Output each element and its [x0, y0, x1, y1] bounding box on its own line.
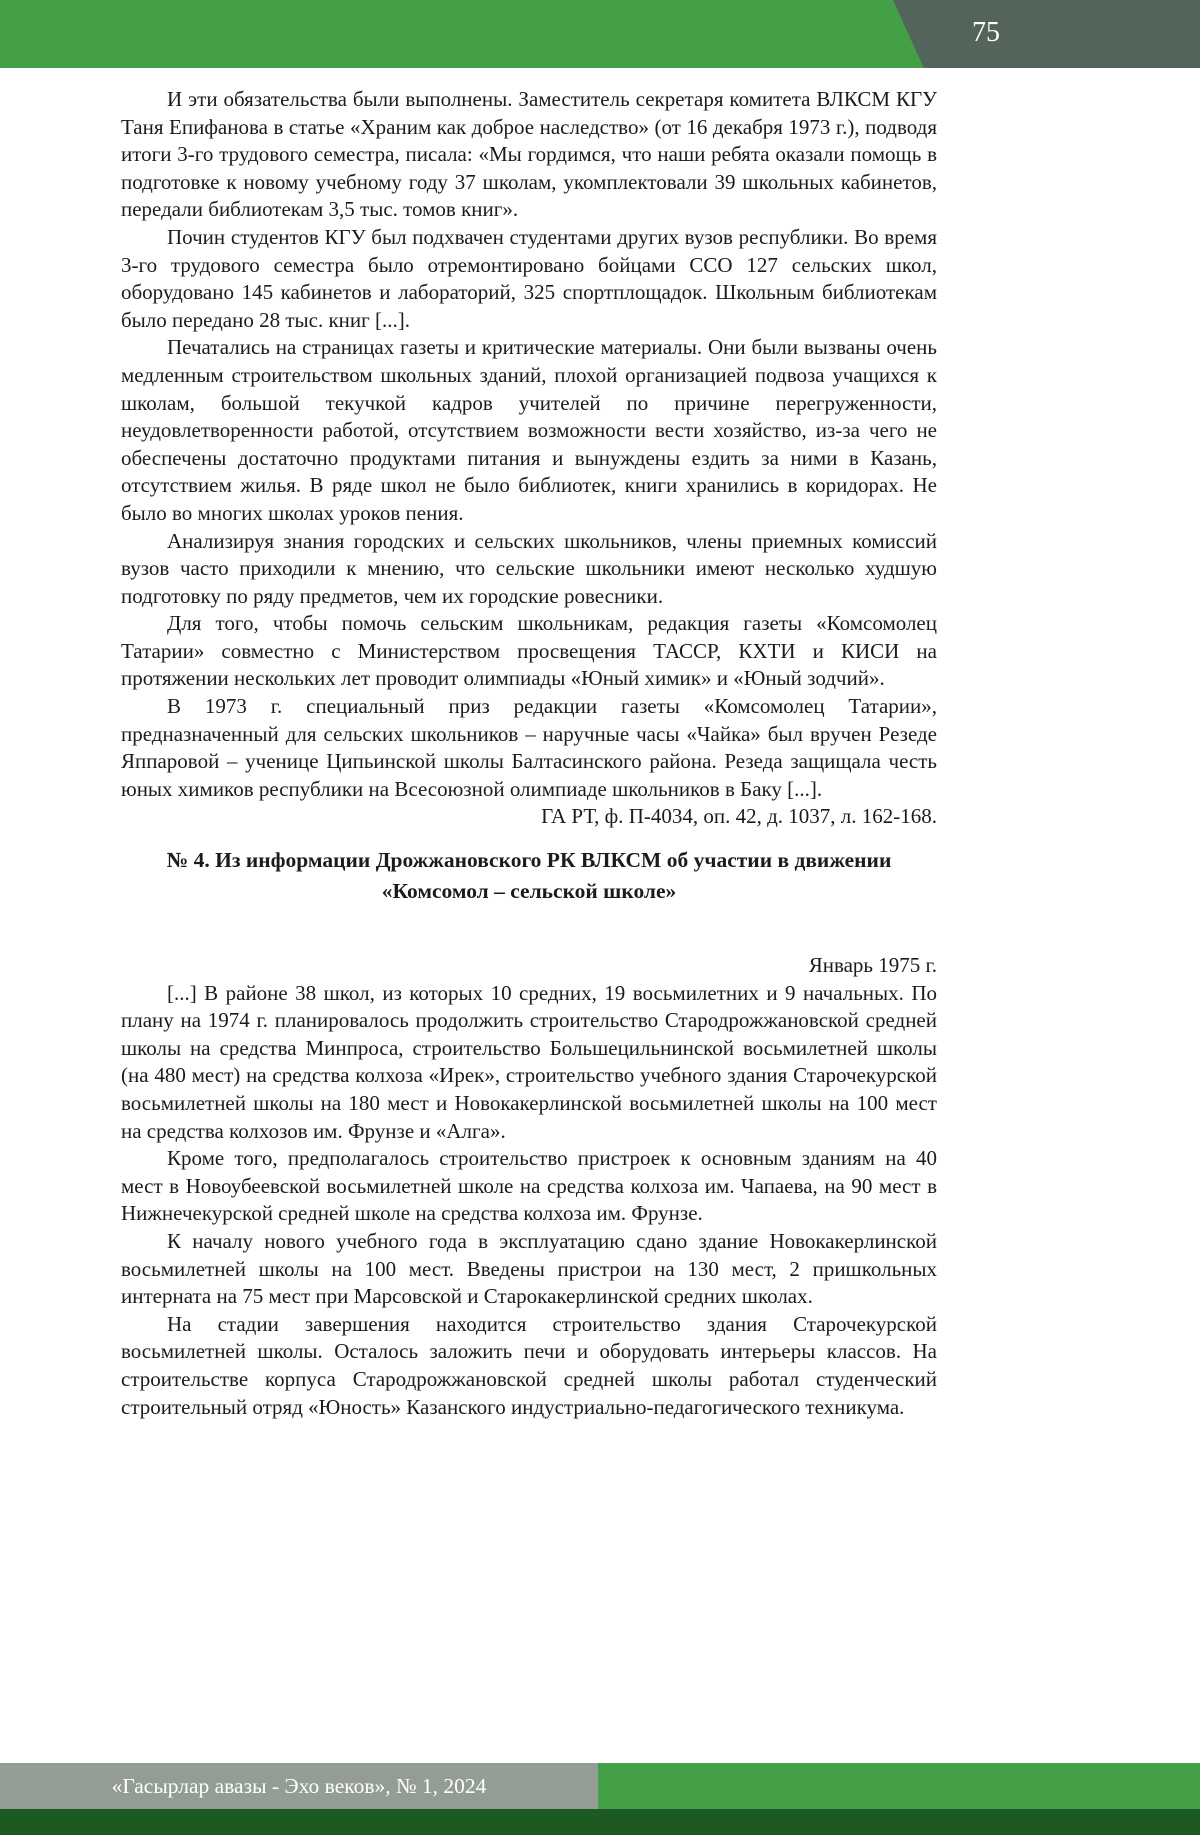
- paragraph: И эти обязательства были выполнены. Заместитель секретаря комитета ВЛКСМ КГУ Таня Епифанова в статье «Храним как доброе наследство» (от 16 декабря 1973 г.), подводя итоги 3-го трудового семестра, писала: «Мы гордимся, что наши ребята оказали помощь в подготовке к новому учебному году 37 школам, укомплектовали 39 школьных кабинетов, передали библиотекам 3,5 тыс. томов книг».: [121, 87, 937, 222]
- footer-citation: «Гасырлар авазы - Эхо веков», № 1, 2024: [111, 1773, 487, 1798]
- paragraph: К началу нового учебного года в эксплуатацию сдано здание Новокакерлинской восьмилетней школы на 100 мест. Введены пристрои на 130 мест, 2 пришкольных интерната на 75 мест при Марсовской и Старокакерлинской средних школах.: [121, 1228, 937, 1309]
- archive-reference: ГА РТ, ф. П-4034, оп. 42, д. 1037, л. 162-168.: [541, 804, 937, 829]
- page-number: 75: [972, 17, 1000, 48]
- paragraph: [...] В районе 38 школ, из которых 10 средних, 19 восьмилетних и 9 начальных. По плану на 1974 г. планировалось продолжить строительство Стародрожжановской средней школы на средства Минпроса, строительство Большецильнинской восьмилетней школы (на 480 мест) на средства колхоза «Ирек», строительство учебного здания Старочекурской восьмилетней школы на 180 мест и Новокакерлинской восьмилетней школы на 100 мест на средства колхозов им. Фрунзе и «Алга».: [121, 980, 937, 1143]
- date-line: Январь 1975 г.: [808, 953, 937, 978]
- page-header-band: [0, 0, 1200, 68]
- section-heading: [121, 845, 937, 907]
- section-heading-line1: № 4. Из информации Дрожжановского РК ВЛКСМ об участии в движении: [166, 848, 892, 873]
- paragraph: Анализируя знания городских и сельских школьников, члены приемных комиссий вузов часто приходили к мнению, что сельские школьники имеют несколько худшую подготовку по ряду предметов, чем их городские ровесники.: [121, 528, 937, 608]
- section2-body: [121, 980, 937, 1422]
- paragraph: Кроме того, предполагалось строительство пристроек к основным зданиям на 40 мест в Новоубеевской восьмилетней школе на средства колхоза им. Чапаева, на 90 мест в Нижнечекурской средней школе на средства колхоза им. Фрунзе.: [121, 1146, 937, 1226]
- footer-green-band: [598, 1763, 1200, 1809]
- footer-bottom-strip: [0, 1809, 1200, 1835]
- page-body: [121, 86, 937, 1421]
- header-corner-accent: [893, 0, 1200, 68]
- paragraph: На стадии завершения находится строительство здания Старочекурской восьмилетней школы. Осталось заложить печи и оборудовать интерьеры классов. На строительстве корпуса Стародрожжановской средней школы работал студенческий строительный отряд «Юность» Казанского индустриально-педагогического техникума.: [121, 1311, 937, 1419]
- paragraph: Для того, чтобы помочь сельским школьникам, редакция газеты «Комсомолец Татарии» совместно с Министерством просвещения ТАССР, КХТИ и КИСИ на протяжении нескольких лет проводит олимпиады «Юный химик» и «Юный зодчий».: [121, 611, 937, 691]
- paragraph: В 1973 г. специальный приз редакции газеты «Комсомолец Татарии», предназначенный для сельских школьников – наручные часы «Чайка» был вручен Резеде Яппаровой – ученице Ципьинской школы Балтасинского района. Резеда защищала честь юных химиков республики на Всесоюзной олимпиаде школьников в Баку [...].: [121, 694, 937, 801]
- paragraph: Печатались на страницах газеты и критические материалы. Они были вызваны очень медленным строительством школьных зданий, плохой организацией подвоза учащихся к школам, большой текучкой кадров учителей по причине перегруженности, неудовлетворенности работой, отсутствием возможности вести хозяйство, из-за чего не обеспечены достаточно продуктами питания и вынуждены ездить за ними в Казань, отсутствием жилья. В ряде школ не было библиотек, книги хранились в коридорах. Не было во многих школах уроков пения.: [121, 335, 937, 525]
- footer-citation-band: [0, 1763, 598, 1809]
- paragraph: Почин студентов КГУ был подхвачен студентами других вузов республики. Во время 3-го трудового семестра было отремонтировано бойцами ССО 127 сельских школ, оборудовано 145 кабинетов и лабораторий, 325 спортплощадок. Школьным библиотекам было передано 28 тыс. книг [...].: [121, 224, 937, 332]
- section-heading-line2: «Комсомол – сельской школе»: [381, 879, 677, 904]
